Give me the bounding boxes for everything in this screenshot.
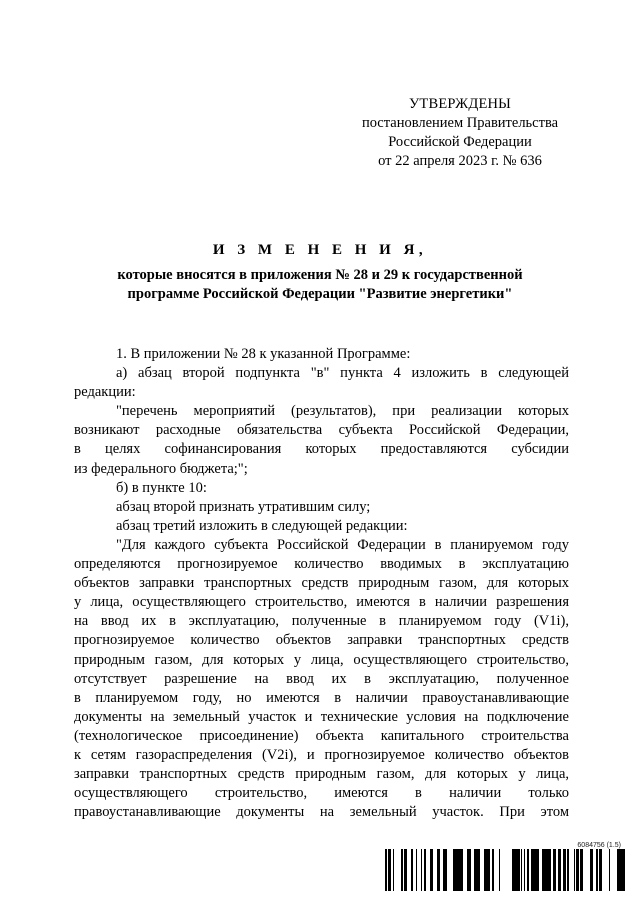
barcode-bar bbox=[574, 849, 575, 891]
approval-block bbox=[345, 95, 575, 171]
barcode-bar bbox=[531, 849, 532, 891]
paragraph-7-line-8: отсутствует разрешение на ввод их в эксплуатацию, полученное bbox=[74, 670, 569, 687]
subtitle-line-1: которые вносятся в приложения № 28 и 29 к государственной bbox=[117, 267, 523, 283]
barcode-bar bbox=[499, 849, 500, 891]
barcode-bar bbox=[484, 849, 487, 891]
barcode-bar bbox=[563, 849, 566, 891]
barcode-bar bbox=[549, 849, 551, 891]
barcode-bar bbox=[416, 849, 417, 891]
paragraph-7-line-3: объектов заправки транспортных средств природным газом, для которых bbox=[74, 575, 569, 592]
barcode-bar bbox=[489, 849, 490, 891]
barcode-bar bbox=[515, 849, 517, 891]
paragraph-7 bbox=[74, 536, 569, 822]
barcode-bar bbox=[487, 849, 489, 891]
barcode-id: 6084756 (1.5) bbox=[577, 842, 621, 849]
barcode-bar bbox=[600, 849, 602, 891]
paragraph-7-line-4: у лица, осуществляющего строительство, имеются в наличии разрешения bbox=[74, 594, 569, 611]
paragraph-3 bbox=[74, 402, 569, 478]
approval-line-1: постановлением Правительства bbox=[361, 115, 559, 131]
barcode-bar bbox=[621, 849, 624, 891]
barcode-bar bbox=[576, 849, 579, 891]
barcode-bar bbox=[401, 849, 403, 891]
paragraph-6: абзац третий изложить в следующей редакции: bbox=[116, 517, 408, 534]
paragraph-7-line-1: "Для каждого субъекта Российской Федерации в планируемом году bbox=[116, 536, 569, 553]
barcode-bar bbox=[524, 849, 525, 891]
paragraph-7-line-6: прогнозируемое количество объектов заправки транспортных средств bbox=[74, 632, 569, 649]
barcode-bar bbox=[460, 849, 463, 891]
barcode-bar bbox=[492, 849, 494, 891]
document-title: И З М Е Н Е Н И Я, bbox=[212, 242, 428, 258]
paragraph-2 bbox=[74, 364, 569, 402]
document-subtitle bbox=[0, 266, 640, 304]
barcode-bar bbox=[477, 849, 479, 891]
barcode-bar bbox=[385, 849, 387, 891]
barcode-bar bbox=[470, 849, 471, 891]
barcode-bar bbox=[388, 849, 390, 891]
barcode-bar bbox=[393, 849, 394, 891]
barcode-bar bbox=[424, 849, 425, 891]
barcode-bar bbox=[467, 849, 470, 891]
paragraph-7-line-14: осуществляющего строительство, имеются в наличии только bbox=[74, 785, 569, 802]
paragraph-7-line-11: (технологическое присоединение) объекта капитального строительства bbox=[74, 727, 569, 744]
barcode-bar bbox=[596, 849, 598, 891]
barcode-bar bbox=[390, 849, 391, 891]
paragraph-3-line-4: из федерального бюджета;"; bbox=[74, 460, 248, 477]
barcode-bar bbox=[617, 849, 620, 891]
barcode-bar bbox=[517, 849, 520, 891]
barcode-bar bbox=[590, 849, 593, 891]
paragraph-7-line-15: правоустанавливающие документы на земельный участок. При этом bbox=[74, 804, 569, 821]
barcode-bar bbox=[512, 849, 513, 891]
barcode-bar bbox=[430, 849, 433, 891]
paragraph-7-line-10: документы на земельный участок и технические условия на подключение bbox=[74, 708, 569, 725]
barcode-bar bbox=[620, 849, 621, 891]
barcode-bar bbox=[474, 849, 475, 891]
barcode-bar bbox=[411, 849, 413, 891]
paragraph-2-line-1: а) абзац второй подпункта "в" пункта 4 изложить в следующей bbox=[116, 365, 569, 382]
barcode-bar bbox=[609, 849, 610, 891]
paragraph-3-line-2: возникают расходные обязательства субъекта Российской Федерации, bbox=[74, 422, 569, 439]
barcode-bar bbox=[581, 849, 582, 891]
paragraph-7-line-7: природным газом, для которых у лица, осуществляющего строительство, bbox=[74, 651, 569, 668]
approval-date-number: от 22 апреля 2023 г. № 636 bbox=[378, 153, 542, 169]
barcode-bar bbox=[582, 849, 583, 891]
barcode-bar bbox=[567, 849, 569, 891]
paragraph-3-line-1: "перечень мероприятий (результатов), при реализации которых bbox=[116, 403, 569, 420]
barcode-bar bbox=[521, 849, 522, 891]
barcode-bar bbox=[544, 849, 547, 891]
barcode-bar bbox=[599, 849, 600, 891]
barcode-bar bbox=[513, 849, 515, 891]
paragraph-7-line-13: заправки транспортных средств природным газом, для которых у лица, bbox=[74, 766, 569, 783]
barcode-bar bbox=[558, 849, 561, 891]
barcode-bar bbox=[534, 849, 537, 891]
barcode-bar bbox=[580, 849, 581, 891]
paragraph-7-line-2: определяются прогнозируемое количество вводимых в эксплуатацию bbox=[74, 556, 569, 573]
barcode-bar bbox=[445, 849, 447, 891]
barcode-bar bbox=[425, 849, 426, 891]
barcode-bar bbox=[553, 849, 556, 891]
barcode-bar bbox=[624, 849, 625, 891]
barcode-bar bbox=[404, 849, 407, 891]
barcode-bar bbox=[547, 849, 549, 891]
paragraph-5: абзац второй признать утратившим силу; bbox=[116, 498, 371, 515]
paragraph-7-line-5: на ввод их в эксплуатацию, полученные в планируемом году (V1i), bbox=[74, 613, 569, 630]
barcode-bar bbox=[454, 849, 457, 891]
barcode-bar bbox=[542, 849, 544, 891]
approval-heading: УТВЕРЖДЕНЫ bbox=[408, 96, 512, 112]
barcode-image bbox=[385, 849, 625, 891]
subtitle-line-2: программе Российской Федерации "Развитие энергетики" bbox=[127, 286, 513, 302]
paragraph-1: 1. В приложении № 28 к указанной Программе: bbox=[116, 346, 411, 362]
paragraph-2-line-2: редакции: bbox=[74, 384, 136, 401]
document-body bbox=[74, 345, 569, 822]
paragraph-4: б) в пункте 10: bbox=[116, 479, 207, 496]
barcode-bar bbox=[537, 849, 539, 891]
barcode-bar bbox=[532, 849, 534, 891]
paragraph-7-line-12: к сетям газораспределения (V2i), и прогнозируемое количество объектов bbox=[74, 746, 569, 763]
approval-line-2: Российской Федерации bbox=[388, 134, 532, 150]
barcode-bar bbox=[453, 849, 454, 891]
paragraph-3-line-3: в целях софинансирования которых предоставляются субсидии bbox=[74, 441, 569, 458]
barcode-bar bbox=[437, 849, 440, 891]
barcode-bar bbox=[475, 849, 477, 891]
barcode-block bbox=[385, 842, 625, 891]
barcode-bar bbox=[457, 849, 460, 891]
barcode-bar bbox=[527, 849, 529, 891]
barcode-bar bbox=[443, 849, 445, 891]
barcode-bar bbox=[479, 849, 480, 891]
barcode-bar bbox=[421, 849, 422, 891]
paragraph-7-line-9: в планируемом году, но имеются в наличии правоустанавливающие bbox=[74, 689, 569, 706]
